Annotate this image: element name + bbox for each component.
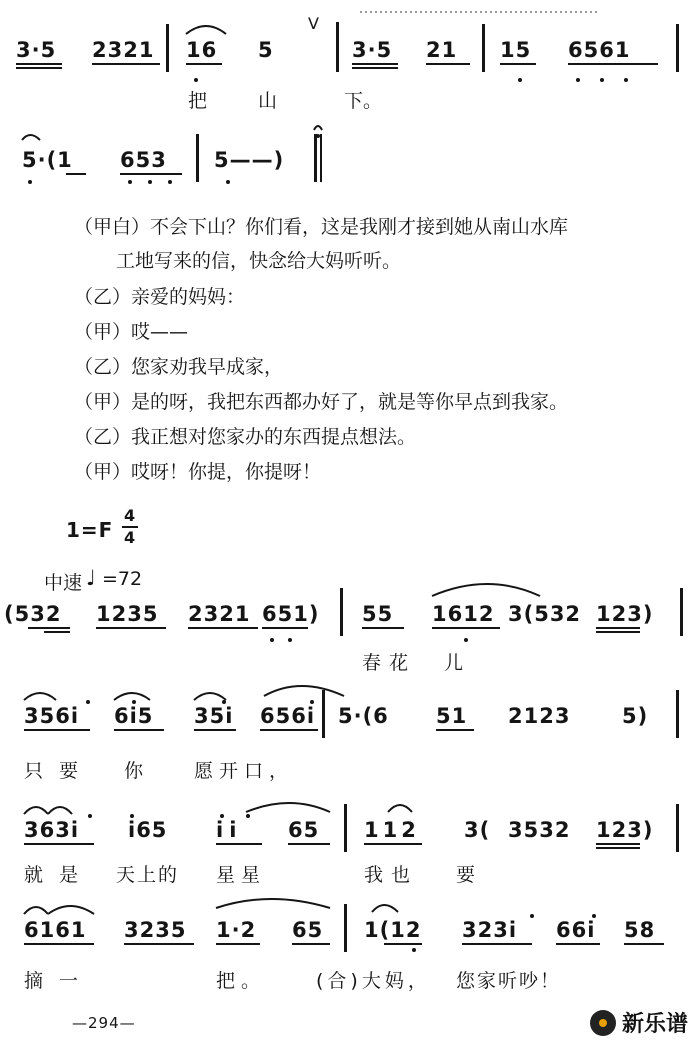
key-label: 1=F (66, 518, 114, 542)
note-group: 5·(1 (22, 148, 73, 172)
note-group: 6561 (568, 38, 631, 62)
slur (314, 126, 322, 130)
note-group: 15 (500, 38, 532, 62)
lyric: 要 (456, 864, 476, 886)
breath-mark: V (308, 14, 319, 33)
lyric: (合)大妈， (316, 970, 431, 992)
slur (216, 899, 330, 908)
dialogue-line: （乙）亲爱的妈妈： (74, 286, 246, 308)
slur (22, 135, 40, 140)
note-group: 3532 (508, 818, 571, 842)
note-group: 2123 (508, 704, 571, 728)
note-group: 5 (258, 38, 274, 62)
lyric: 儿 (444, 652, 464, 674)
slur (246, 803, 330, 812)
note-group: 65 (292, 918, 324, 942)
note-group: 6161 (24, 918, 87, 942)
quarter-note-icon: ♩ (86, 566, 96, 590)
time-signature-top: 4 (124, 506, 137, 525)
lyric: 愿开口， (194, 760, 295, 782)
dialogue-line: （甲白）不会下山？你们看，这是我刚才接到她从南山水库 (74, 216, 569, 238)
note-group: ii (216, 818, 243, 842)
note-group: 363i (24, 818, 80, 842)
note-group: 112 (364, 818, 420, 842)
slur (432, 584, 540, 596)
slur (114, 693, 150, 700)
lyric: 山 (258, 90, 278, 112)
note-group: 3·5 (16, 38, 57, 62)
note-group: 6i5 (114, 704, 154, 728)
dialogue-line: （甲）哎—— (74, 321, 189, 343)
note-group: 356i (24, 704, 80, 728)
tempo-label: 中速 (44, 572, 83, 594)
lyric: 你 (124, 760, 144, 782)
page-number: —294— (72, 1014, 136, 1032)
slur (194, 693, 226, 700)
lyric: 您家听吵！ (456, 970, 562, 992)
dialogue-line: （甲）是的呀，我把东西都办好了，就是等你早点到我家。 (74, 391, 569, 413)
lyric: 只要 (24, 760, 95, 782)
watermark-text: 新乐谱 (621, 1012, 688, 1037)
note-group: 323i (462, 918, 518, 942)
note-group: 58 (624, 918, 656, 942)
record-icon (590, 1010, 616, 1036)
dialogue-line: （乙）您家劝我早成家， (74, 356, 284, 378)
dialogue-line: （甲）哎呀！你提，你提呀！ (74, 461, 322, 483)
note-group: 35i (194, 704, 234, 728)
note-group: 3·5 (352, 38, 393, 62)
note-group: (532 (4, 602, 62, 626)
note-group: 1·2 (216, 918, 257, 942)
note-group: 3( (464, 818, 491, 842)
note-group: 1(12 (364, 918, 422, 942)
note-group: 2321 (92, 38, 155, 62)
lyric: 把 (188, 90, 208, 112)
lyric: 摘一 (24, 970, 95, 992)
lyric: 我也 (364, 864, 419, 886)
lyric: 星星 (216, 864, 267, 886)
note-group: 651) (262, 602, 320, 626)
lyric: 春花 (362, 652, 417, 674)
lyric: 把。 (216, 970, 267, 992)
slur (24, 693, 56, 700)
time-signature-bottom: 4 (124, 528, 137, 547)
dialogue-line: （乙）我正想对您家办的东西提点想法。 (74, 426, 417, 448)
slur (48, 906, 94, 914)
note-group: 51 (436, 704, 468, 728)
note-group: 653 (120, 148, 167, 172)
note-group: 123) (596, 818, 654, 842)
slur (24, 907, 48, 914)
slur (264, 686, 344, 696)
note-group: 3(532 (508, 602, 582, 626)
slur (388, 805, 412, 812)
lyric: 下。 (344, 90, 383, 112)
note-group: 66i (556, 918, 596, 942)
dialogue-line: 工地写来的信，快念给大妈听听。 (116, 250, 402, 272)
slur (24, 807, 48, 814)
note-group: 21 (426, 38, 458, 62)
note-group: 1235 (96, 602, 159, 626)
note-group: 65 (288, 818, 320, 842)
note-group: 2321 (188, 602, 251, 626)
note-group: 5) (622, 704, 649, 728)
slur (372, 905, 398, 912)
note-group: 3235 (124, 918, 187, 942)
lyric: 天上的 (116, 864, 180, 886)
note-group: 5——) (214, 148, 285, 172)
note-group: i65 (128, 818, 168, 842)
tempo-value: =72 (102, 568, 143, 590)
note-group: 5·(6 (338, 704, 389, 728)
note-group: 656i (260, 704, 316, 728)
watermark-logo (590, 1007, 688, 1038)
note-group: 16 (186, 38, 218, 62)
note-group: 123) (596, 602, 654, 626)
slur (186, 26, 226, 34)
slur (48, 807, 72, 814)
note-group: 55 (362, 602, 394, 626)
lyric: 就是 (24, 864, 95, 886)
note-group: 1612 (432, 602, 495, 626)
